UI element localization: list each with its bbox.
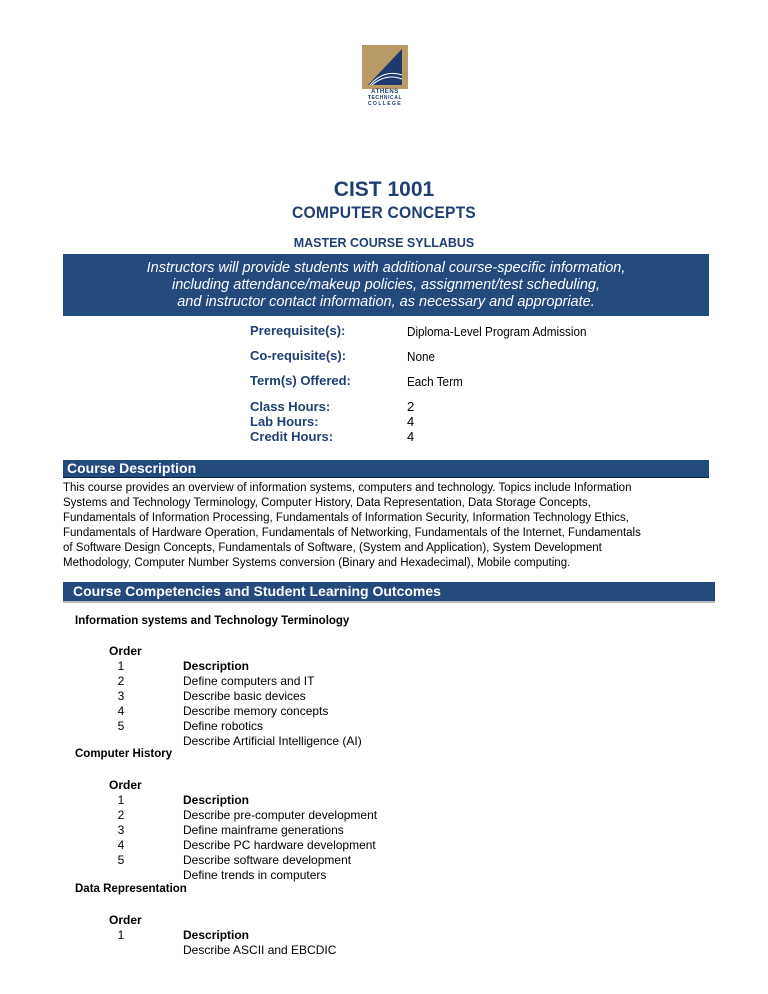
description-line: Methodology, Computer Number Systems conversion (Binary and Hexadecimal), Mobile computing. (63, 557, 571, 569)
outcome-description: Define robotics (183, 719, 264, 733)
outcome-description: Describe PC hardware development (183, 838, 376, 852)
description-column-header: Description (183, 793, 250, 807)
college-logo (362, 45, 408, 111)
order-number: 5 (117, 719, 125, 733)
class-hours-value: 2 (407, 399, 415, 414)
outcome-description: Describe memory concepts (183, 704, 329, 718)
order-number: 2 (117, 808, 125, 822)
logo-text-college: COLLEGE (368, 101, 402, 107)
order-number: 4 (117, 704, 125, 718)
order-number: 5 (117, 853, 125, 867)
logo-triangle-icon (362, 45, 408, 89)
credit-hours-label: Credit Hours: (250, 429, 334, 444)
competencies-heading: Course Competencies and Student Learning Outcomes (63, 582, 715, 603)
course-code: CIST 1001 (333, 178, 435, 201)
terms-offered-label: Term(s) Offered: (250, 373, 351, 388)
order-number: 1 (117, 659, 125, 673)
competency-group-title: Information systems and Technology Terminology (75, 615, 350, 627)
logo-text-technical: TECHNICAL (367, 95, 403, 101)
credit-hours-value: 4 (407, 429, 415, 444)
outcome-description: Define computers and IT (183, 674, 315, 688)
order-number: 1 (117, 928, 125, 942)
corequisite-label: Co-requisite(s): (250, 348, 347, 363)
competency-group-title: Computer History (75, 748, 173, 760)
syllabus-subtitle: MASTER COURSE SYLLABUS (293, 236, 475, 250)
outcome-description: Describe ASCII and EBCDIC (183, 943, 337, 957)
outcome-description: Define mainframe generations (183, 823, 344, 837)
order-number: 3 (117, 823, 125, 837)
banner-line: including attendance/makeup policies, assignment/test scheduling, (171, 276, 600, 293)
outcome-description: Describe pre-computer development (183, 808, 378, 822)
logo-text-athens: ATHENS (371, 89, 399, 95)
instructor-notice-banner (63, 254, 709, 316)
outcome-description: Describe Artificial Intelligence (AI) (183, 734, 362, 748)
order-column-header: Order (109, 913, 142, 927)
description-line: Fundamentals of Hardware Operation, Fundamentals of Networking, Fundamentals of the Internet, Fundamentals (63, 527, 641, 539)
order-number: 4 (117, 838, 125, 852)
prerequisite-value: Diploma-Level Program Admission (407, 324, 587, 339)
class-hours-label: Class Hours: (250, 399, 331, 414)
order-column-header: Order (109, 778, 142, 792)
prerequisite-label: Prerequisite(s): (250, 323, 346, 338)
outcome-description: Describe basic devices (183, 689, 306, 703)
competency-group-title: Data Representation (75, 883, 187, 895)
description-column-header: Description (183, 928, 250, 942)
lab-hours-value: 4 (407, 414, 415, 429)
order-number: 2 (117, 674, 125, 688)
description-column-header: Description (183, 659, 250, 673)
order-number: 1 (117, 793, 125, 807)
outcome-description: Define trends in computers (183, 868, 327, 882)
terms-offered-value: Each Term (407, 374, 463, 389)
corequisite-value: None (407, 349, 435, 364)
description-line: Systems and Technology Terminology, Computer History, Data Representation, Data Storage Concepts, (63, 497, 591, 509)
order-column-header: Order (109, 644, 142, 658)
description-line: This course provides an overview of information systems, computers and technology. Topics include Information (63, 482, 632, 494)
banner-line: Instructors will provide students with additional course-specific information, (146, 259, 626, 276)
description-line: of Software Design Concepts, Fundamentals of Software, (System and Application), System Development (63, 542, 602, 554)
order-number: 3 (117, 689, 125, 703)
course-description-heading: Course Description (63, 460, 709, 478)
course-name: COMPUTER CONCEPTS (292, 203, 476, 222)
description-line: Fundamentals of Information Processing, Fundamentals of Information Security, Information Technology Ethics, (63, 512, 629, 524)
outcome-description: Describe software development (183, 853, 352, 867)
banner-line: and instructor contact information, as necessary and appropriate. (177, 293, 595, 310)
course-description-text (63, 481, 709, 571)
lab-hours-label: Lab Hours: (250, 414, 319, 429)
